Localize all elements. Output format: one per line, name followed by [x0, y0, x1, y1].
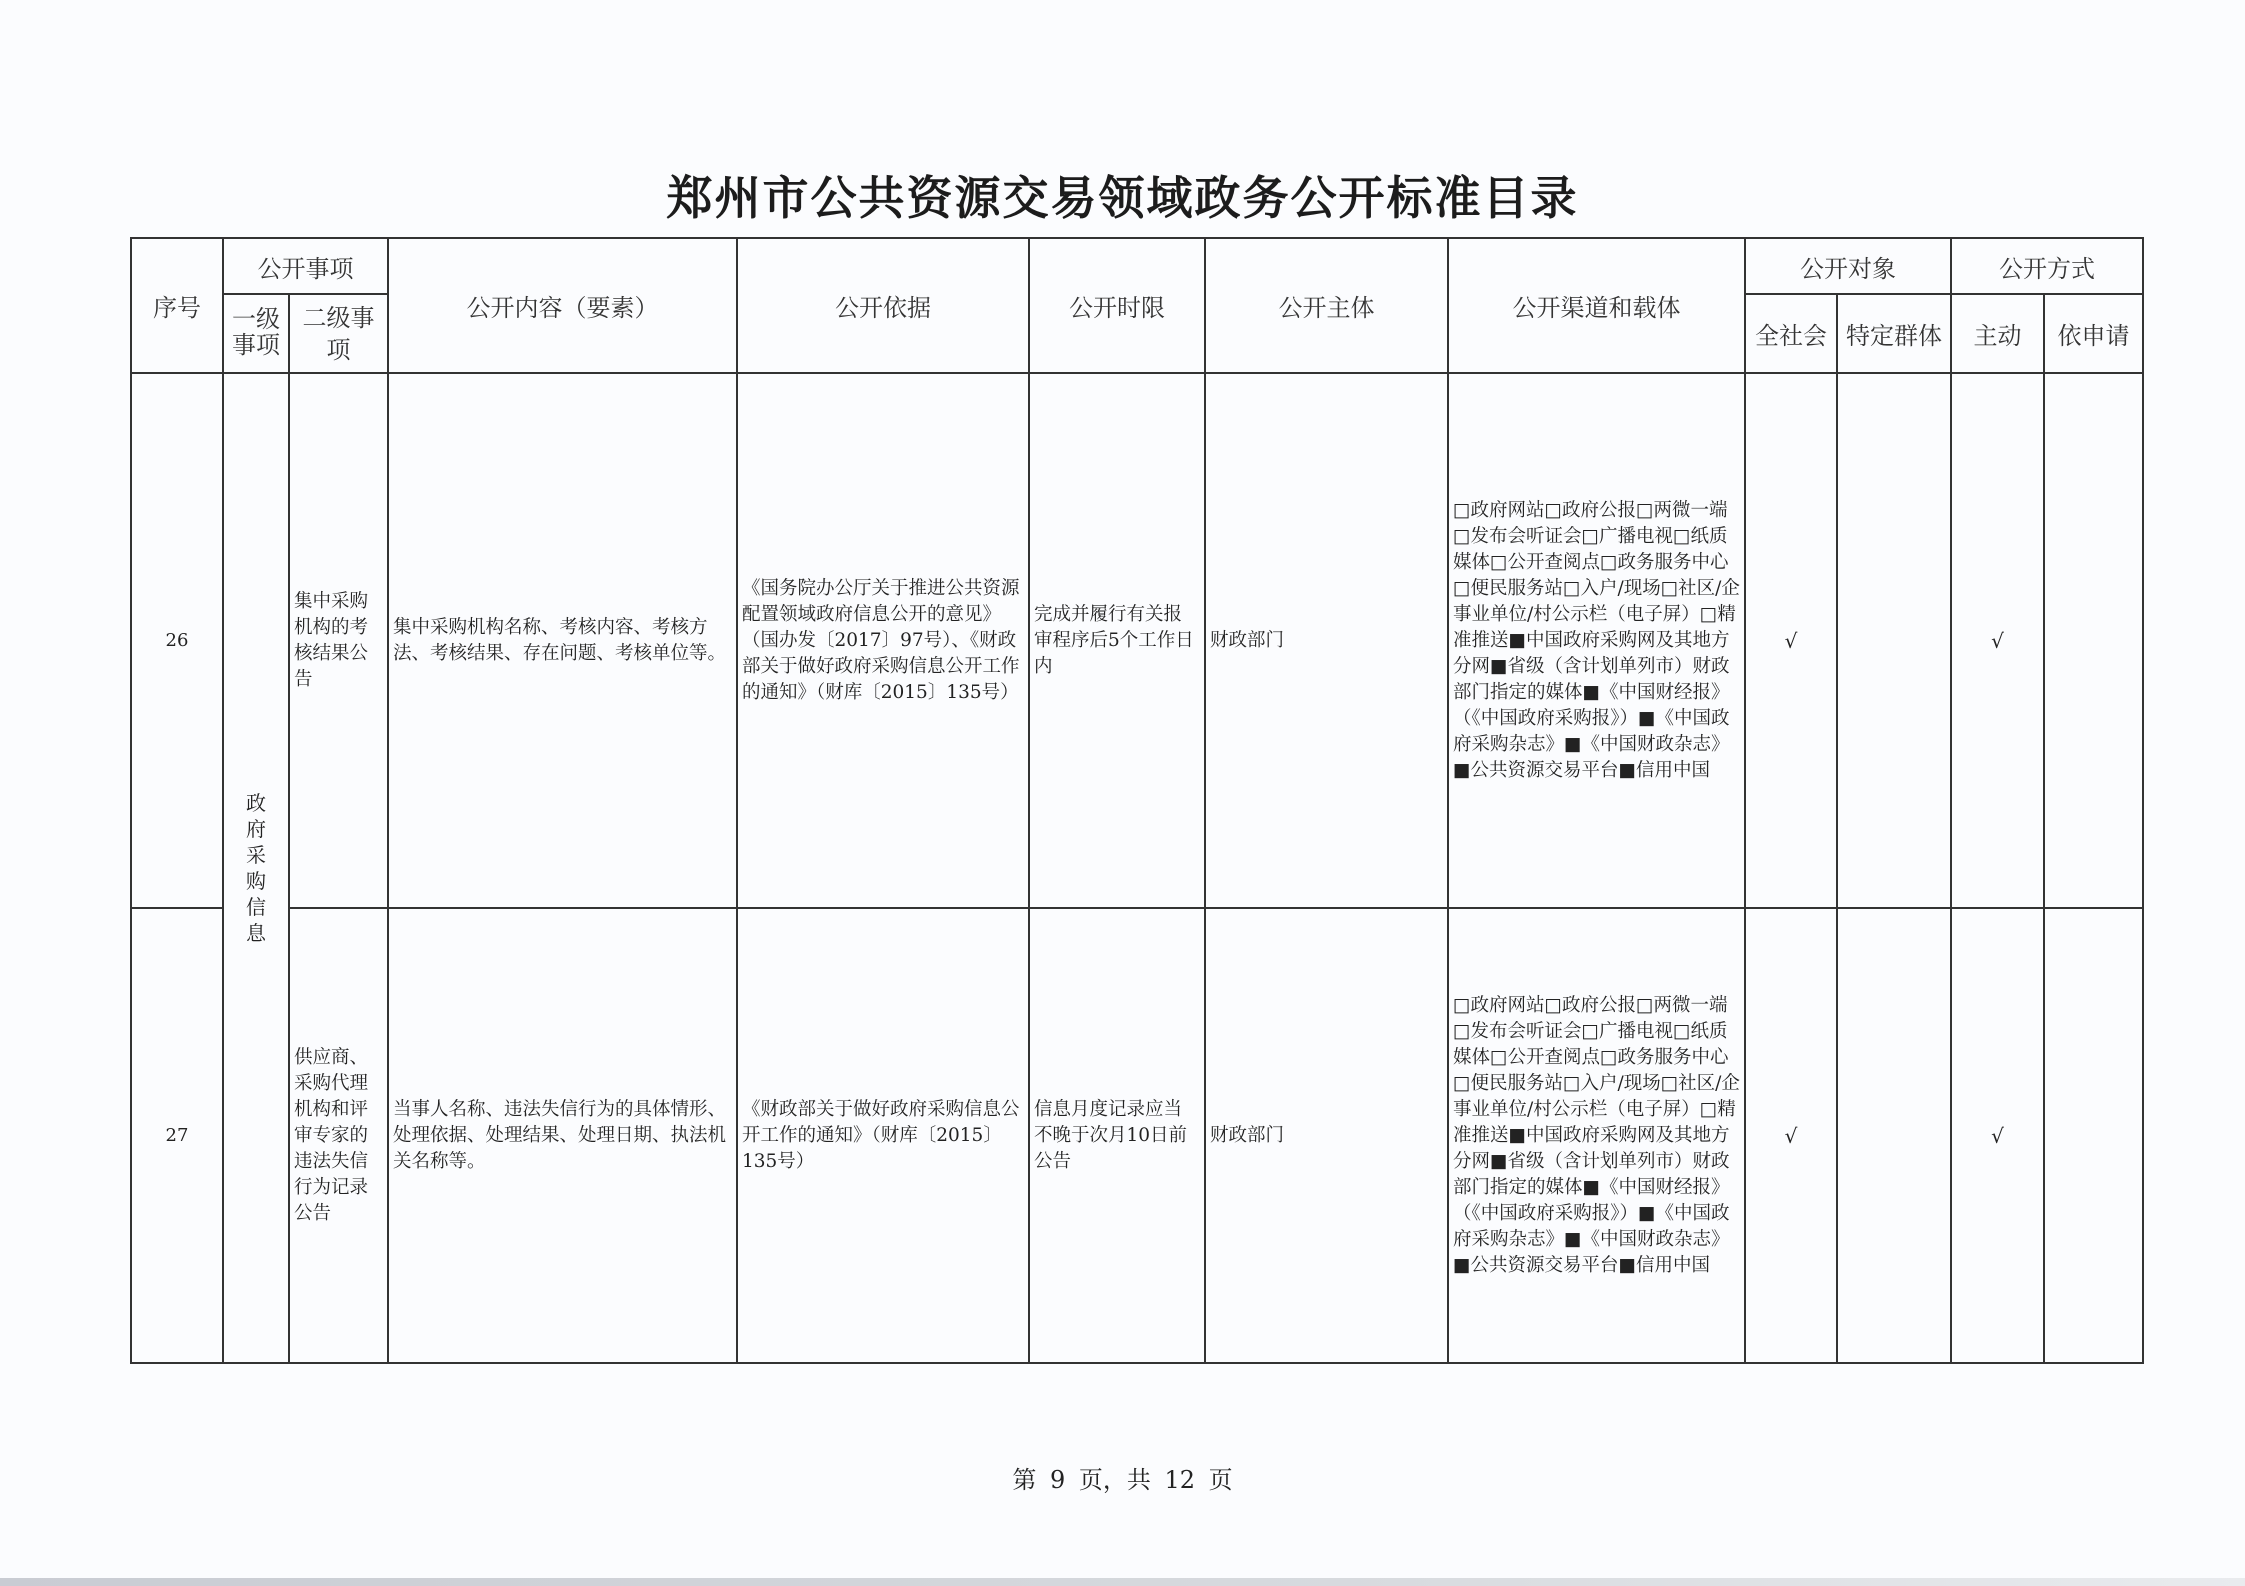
row-audience-all-check: √ [1745, 908, 1837, 1363]
row-method-request-check [2044, 373, 2143, 908]
header-audience-group: 公开对象 [1745, 238, 1951, 294]
header-level1: 一级事项 [223, 294, 289, 373]
row-method-active-check: √ [1951, 373, 2044, 908]
header-seq: 序号 [131, 238, 223, 373]
row-content: 当事人名称、违法失信行为的具体情形、处理依据、处理结果、处理日期、执法机关名称等。 [388, 908, 737, 1363]
table-row [131, 908, 2143, 1363]
header-audience-specific: 特定群体 [1837, 294, 1951, 373]
table-row [131, 373, 2143, 908]
header-basis: 公开依据 [737, 238, 1029, 373]
scan-edge-strip [0, 1578, 2245, 1586]
header-content: 公开内容（要素） [388, 238, 737, 373]
header-channel: 公开渠道和载体 [1448, 238, 1745, 373]
row-seq: 27 [131, 908, 223, 1363]
row-audience-all-check: √ [1745, 373, 1837, 908]
row-subject: 财政部门 [1205, 908, 1448, 1363]
row-basis: 《财政部关于做好政府采购信息公开工作的通知》（财库〔2015〕135号） [737, 908, 1029, 1363]
row-method-active-check: √ [1951, 908, 2044, 1363]
row-level2: 供应商、采购代理机构和评审专家的违法失信行为记录公告 [289, 908, 388, 1363]
row-audience-specific-check [1837, 908, 1951, 1363]
row-channel: □政府网站□政府公报□两微一端□发布会听证会□广播电视□纸质媒体□公开查阅点□政务服务中心□便民服务站□入户/现场□社区/企事业单位/村公示栏（电子屏）□精准推送■中国政府采购网及其地方分网■省级（含计划单列市）财政部门指定的媒体■《中国财经报》（《中国政府采购报》）■《中国政府采购杂志》■《中国财政杂志》■公共资源交易平台■信用中国 [1448, 373, 1745, 908]
row-audience-specific-check [1837, 373, 1951, 908]
header-audience-all: 全社会 [1745, 294, 1837, 373]
disclosure-catalog-table [130, 237, 2144, 1364]
row-method-request-check [2044, 908, 2143, 1363]
header-method-group: 公开方式 [1951, 238, 2143, 294]
row-channel: □政府网站□政府公报□两微一端□发布会听证会□广播电视□纸质媒体□公开查阅点□政务服务中心□便民服务站□入户/现场□社区/企事业单位/村公示栏（电子屏）□精准推送■中国政府采购网及其地方分网■省级（含计划单列市）财政部门指定的媒体■《中国财经报》（《中国政府采购报》）■《中国政府采购杂志》■《中国财政杂志》■公共资源交易平台■信用中国 [1448, 908, 1745, 1363]
row-subject: 财政部门 [1205, 373, 1448, 908]
header-level2: 二级事项 [289, 294, 388, 373]
row-level2: 集中采购机构的考核结果公告 [289, 373, 388, 908]
header-time-limit: 公开时限 [1029, 238, 1205, 373]
header-subject: 公开主体 [1205, 238, 1448, 373]
document-title: 郑州市公共资源交易领域政务公开标准目录 [666, 171, 1579, 225]
row-basis: 《国务院办公厅关于推进公共资源配置领域政府信息公开的意见》（国办发〔2017〕97号）、《财政部关于做好政府采购信息公开工作的通知》（财库〔2015〕135号） [737, 373, 1029, 908]
row-time-limit: 完成并履行有关报审程序后5个工作日内 [1029, 373, 1205, 908]
row-time-limit: 信息月度记录应当不晚于次月10日前公告 [1029, 908, 1205, 1363]
header-item-group: 公开事项 [223, 238, 388, 294]
page-number-footer: 第 9 页，共 12 页 [1012, 1466, 1233, 1494]
level1-item: 政府采购信息 [223, 373, 289, 1363]
header-method-active: 主动 [1951, 294, 2044, 373]
row-seq: 26 [131, 373, 223, 908]
row-content: 集中采购机构名称、考核内容、考核方法、考核结果、存在问题、考核单位等。 [388, 373, 737, 908]
header-method-request: 依申请 [2044, 294, 2143, 373]
